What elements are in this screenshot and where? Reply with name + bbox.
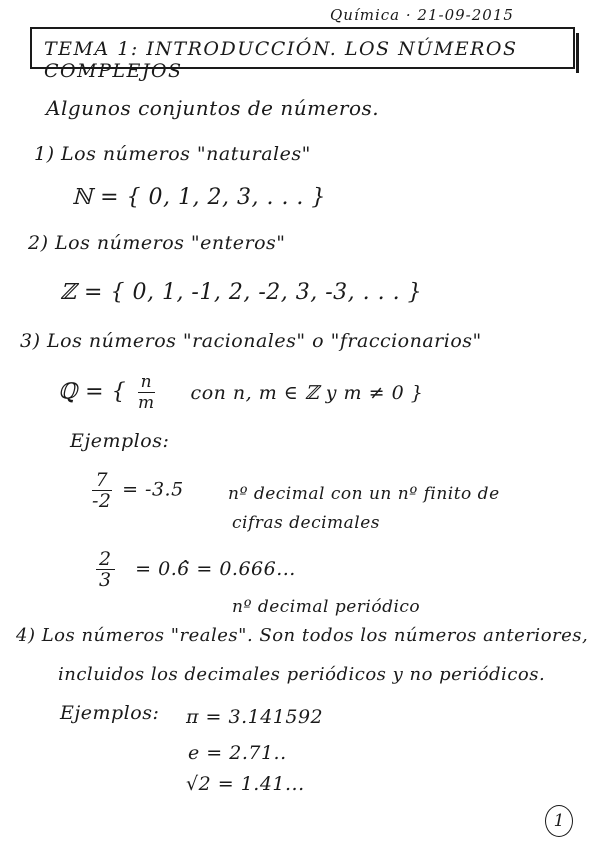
header-date: Química · 21-09-2015 [330, 6, 514, 24]
enteros-set: ℤ = { 0, 1, -1, 2, -2, 3, -3, . . . } [60, 280, 423, 305]
racionales-examples-label: Ejemplos: [70, 430, 170, 452]
page-title: TEMA 1: INTRODUCCIÓN. LOS NÚMEROS COMPLEJOS [44, 38, 518, 82]
fraction-denominator: m [138, 393, 155, 413]
racionales-example-2 [92, 549, 296, 590]
reales-example-e: e = 2.71.. [188, 742, 287, 764]
enteros-heading: 2) Los números "enteros" [28, 232, 286, 254]
example-1-numerator: 7 [92, 470, 112, 491]
reales-examples-label: Ejemplos: [60, 702, 160, 724]
example-2-numerator: 2 [96, 549, 115, 570]
example-1-result: = -3.5 [122, 478, 184, 501]
reales-line-2: incluidos los decimales periódicos y no periódicos. [58, 664, 546, 685]
intro-text: Algunos conjuntos de números. [46, 96, 380, 120]
example-2-note: nº decimal periódico [232, 597, 421, 617]
racionales-example-1 [88, 470, 184, 511]
example-1-note-2: cifras decimales [232, 513, 381, 533]
example-2-fraction [96, 549, 115, 590]
title-box [30, 27, 575, 82]
reales-example-pi: π = 3.141592 [186, 706, 324, 728]
naturales-heading: 1) Los números "naturales" [34, 143, 311, 165]
reales-example-sqrt2: √2 = 1.41... [186, 773, 305, 795]
example-2-denominator: 3 [99, 569, 112, 591]
reales-heading: 4) Los números "reales". Son todos los números anteriores, [16, 625, 589, 646]
racionales-heading: 3) Los números "racionales" o "fraccionarios" [20, 330, 482, 352]
example-1-note: nº decimal con un nº finito de [228, 484, 500, 504]
racionales-set [58, 372, 423, 413]
racionales-set-prefix: ℚ = { [58, 379, 127, 405]
example-1-fraction [92, 470, 112, 511]
racionales-fraction [138, 372, 155, 413]
racionales-set-suffix: con n, m ∈ ℤ y m ≠ 0 } [190, 381, 424, 404]
example-2-result: = 0.6̂ = 0.666... [135, 557, 296, 580]
fraction-numerator: n [138, 372, 155, 393]
naturales-set: ℕ = { 0, 1, 2, 3, . . . } [72, 185, 326, 210]
page-number: 1 [545, 805, 573, 837]
example-1-denominator: -2 [92, 490, 112, 512]
